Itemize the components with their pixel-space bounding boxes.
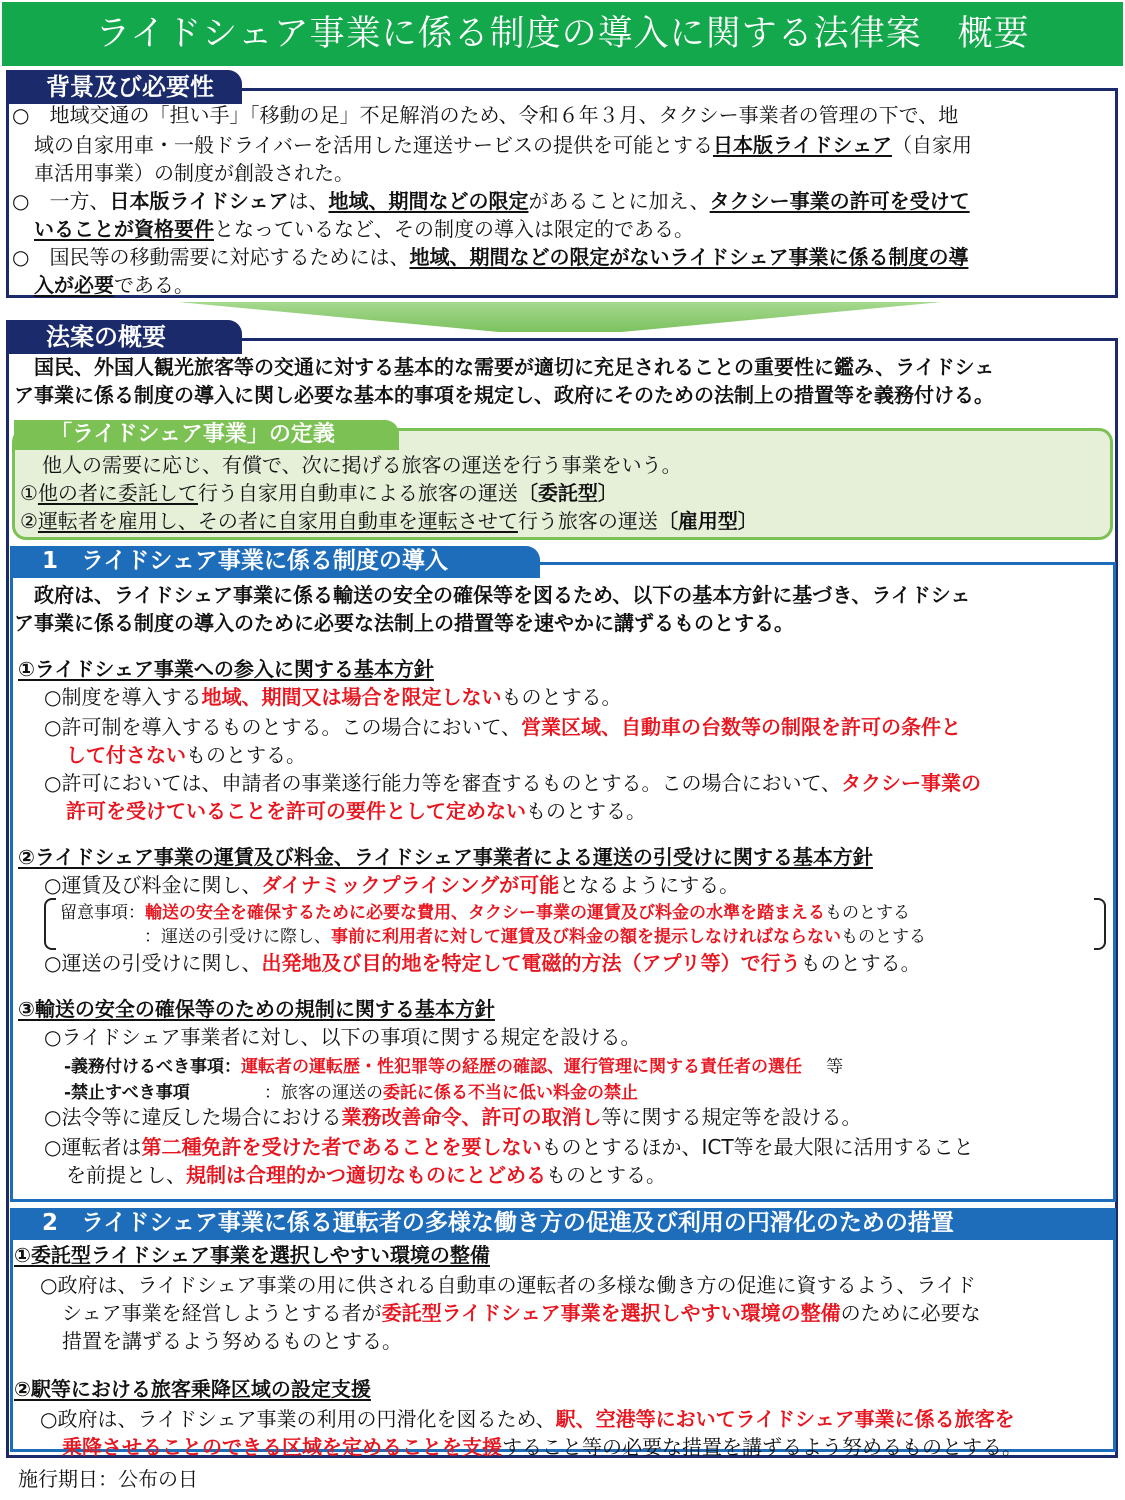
- note-bracket-right: [1094, 898, 1106, 950]
- page-title: ライドシェア事業に係る制度の導入に関する法律案 概要: [2, 2, 1123, 66]
- background-line: ○ 一方、日本版ライドシェアは、地域、期間などの限定があることに加え、タクシー事業の許可を受けて: [12, 189, 970, 213]
- section1-note: 留意事項：輸送の安全を確保するために必要な費用、タクシー事業の運賃及び料金の水準を踏まえるものとする: [60, 903, 910, 923]
- background-line: いることが資格要件となっているなど、その制度の導入は限定的である。: [34, 217, 694, 241]
- section1-heading: ①ライドシェア事業への参入に関する基本方針: [18, 657, 434, 681]
- down-arrow-icon: [178, 302, 942, 332]
- section1-item: ○制度を導入する地域、期間又は場合を限定しないものとする。: [44, 685, 622, 709]
- background-line: 車活用事業）の制度が創設された。: [34, 161, 354, 185]
- section1-item: ○許可においては、申請者の事業遂行能力等を審査するものとする。この場合において、タクシー事業の: [44, 771, 982, 795]
- section1-item: 許可を受けていることを許可の要件として定めないものとする。: [66, 799, 646, 823]
- section1-intro-line: 政府は、ライドシェア事業に係る輸送の安全の確保等を図るため、以下の基本方針に基づき、ライドシェ: [34, 583, 971, 607]
- definition-line: ①他の者に委託して行う自家用自動車による旅客の運送〔委託型〕: [20, 481, 618, 505]
- section2-item: ○政府は、ライドシェア事業の利用の円滑化を図るため、駅、空港等においてライドシェア事業に係る旅客を: [40, 1407, 1015, 1431]
- enforcement-date: 施行期日：公布の日: [18, 1467, 198, 1491]
- section1-item: ○法令等に違反した場合における業務改善命令、許可の取消し等に関する規定等を設ける。: [44, 1105, 862, 1129]
- section1-subitem: -義務付けるべき事項：運転者の運転歴・性犯罪等の経歴の確認、運行管理に関する責任者の選任 等: [64, 1057, 844, 1077]
- section1-item: を前提とし、規制は合理的かつ適切なものにとどめるものとする。: [66, 1163, 666, 1187]
- section1-item: して付さないものとする。: [66, 743, 306, 767]
- note-bracket-left: [44, 898, 56, 950]
- section2-item: シェア事業を経営しようとする者が委託型ライドシェア事業を選択しやすい環境の整備のために必要な: [62, 1301, 981, 1325]
- section2-heading: ②駅等における旅客乗降区域の設定支援: [14, 1377, 371, 1401]
- section1-item: ○運賃及び料金に関し、ダイナミックプライシングが可能となるようにする。: [44, 873, 740, 897]
- section1-item: ○運転者は第二種免許を受けた者であることを要しないものとするほか、ICT等を最大限に活用すること: [44, 1135, 974, 1159]
- section2-label: 2 ライドシェア事業に係る運転者の多様な働き方の促進及び利用の円滑化のための措置: [10, 1208, 1116, 1240]
- overview-line: ア事業に係る制度の導入に関し必要な基本的事項を規定し、政府にそのための法制上の措置等を義務付ける。: [14, 383, 994, 407]
- section1-heading: ②ライドシェア事業の運賃及び料金、ライドシェア事業者による運送の引受けに関する基本方針: [18, 845, 873, 869]
- definition-line: 他人の需要に応じ、有償で、次に掲げる旅客の運送を行う事業をいう。: [42, 453, 682, 477]
- section2-item: ○政府は、ライドシェア事業の用に供される自動車の運転者の多様な働き方の促進に資するよう、ライド: [40, 1273, 976, 1297]
- background-line: ○ 国民等の移動需要に対応するためには、地域、期間などの限定がないライドシェア事業に係る制度の導: [12, 245, 969, 269]
- section1-item: ○許可制を導入するものとする。この場合において、営業区域、自動車の台数等の制限を許可の条件と: [44, 715, 962, 739]
- overview-line: 国民、外国人観光旅客等の交通に対する基本的な需要が適切に充足されることの重要性に鑑み、ライドシェ: [34, 355, 995, 379]
- section1-heading: ③輸送の安全の確保等のための規制に関する基本方針: [18, 997, 495, 1021]
- definition-label: 「ライドシェア事業」の定義: [14, 420, 399, 450]
- section2-item: 措置を講ずるよう努めるものとする。: [62, 1329, 402, 1353]
- section1-note: ：運送の引受けに際し、事前に利用者に対して運賃及び料金の額を提示しなければならないものとする: [144, 927, 926, 947]
- section1-intro-line: ア事業に係る制度の導入のために必要な法制上の措置等を速やかに講ずるものとする。: [14, 611, 794, 635]
- definition-line: ②運転者を雇用し、その者に自家用自動車を運転させて行う旅客の運送〔雇用型〕: [20, 509, 758, 533]
- background-line: 入が必要である。: [34, 273, 194, 297]
- section1-label: 1 ライドシェア事業に係る制度の導入: [10, 546, 540, 578]
- background-line: 域の自家用車・一般ドライバーを活用した運送サービスの提供を可能とする日本版ライドシェア（自家用: [34, 133, 972, 157]
- section1-item: ○ライドシェア事業者に対し、以下の事項に関する規定を設ける。: [44, 1025, 641, 1049]
- background-line: ○ 地域交通の「担い手」「移動の足」不足解消のため、令和６年３月、タクシー事業者の管理の下で、地: [12, 103, 959, 127]
- section2-item: 乗降させることのできる区域を定めることを支援すること等の必要な措置を講ずるよう努めるものとする。: [62, 1435, 1022, 1459]
- section1-subitem: -禁止すべき事項 ：旅客の運送の委託に係る不当に低い料金の禁止: [64, 1083, 638, 1103]
- section1-item: ○運送の引受けに関し、出発地及び目的地を特定して電磁的方法（アプリ等）で行うものとする。: [44, 951, 921, 975]
- background-label: 背景及び必要性: [6, 70, 242, 104]
- section2-heading: ①委託型ライドシェア事業を選択しやすい環境の整備: [14, 1243, 490, 1267]
- overview-label: 法案の概要: [6, 320, 242, 354]
